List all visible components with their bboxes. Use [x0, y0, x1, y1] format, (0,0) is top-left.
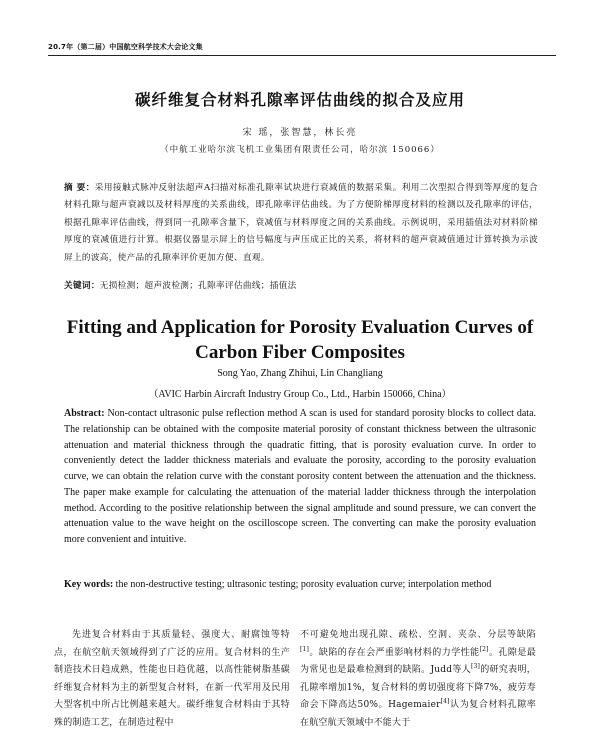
citation-2: [2]	[479, 645, 489, 653]
chinese-abstract-text: 采用接触式脉冲反射法超声A扫描对标准孔隙率试块进行衰减值的数据采集。利用二次型拟合得到等厚度的复合材料孔隙与超声衰减以及材料厚度的关系曲线，即孔隙率评估曲线。为了方便阶梯厚度材料的检测以及孔隙率的评估，根据孔隙率评估曲线，得到同一孔隙率含量下，衰减值与材料厚度之间的关系曲线。示例说明，采用插值法对材料阶梯厚度的衰减值进行计算。根据仪器显示屏上的信号幅度与声压成正比的关系，将材料的超声衰减值通过计算转换为示波屏上的波高，使产品的孔隙率评价更加方便、直观。	[64, 183, 538, 263]
body-right-text-2: 。缺陷的存在会严重影响材料的力学性能	[309, 647, 480, 658]
citation-4: [4]	[440, 698, 450, 705]
chinese-title: 碳纤维复合材料孔隙率评估曲线的拟合及应用	[134, 91, 465, 109]
chinese-authors: 宋 瑶，张智慧，林长亮	[242, 128, 358, 138]
body-right-text-1: 不可避免地出现孔隙、疏松、空洞、夹杂、分层等缺陷	[300, 630, 536, 640]
body-right-text-4: 的研究表明，孔隙率增加1%，复合材料的剪切强度将下降7%，疲劳寿命会下降高达50%。Hagemaier	[300, 665, 536, 710]
english-keywords-label: Key words:	[64, 579, 114, 590]
english-abstract-label: Abstract:	[64, 408, 105, 419]
chinese-abstract-label: 摘 要：	[64, 183, 95, 193]
english-affiliation: （AVIC Harbin Aircraft Industry Group Co., Ltd., Harbin 150066, China）	[148, 389, 452, 400]
running-header: 20.7年（第二届）中国航空科学技术大会论文集	[48, 43, 203, 51]
chinese-abstract	[64, 180, 538, 267]
citation-3: [3]	[470, 663, 481, 670]
header-rule	[48, 55, 556, 56]
english-title: Fitting and Application for Porosity Evaluation Curves of Carbon Fiber Composites	[66, 317, 534, 363]
body-right-text-5: 认为复合材料孔隙率在航空航天领域中不能大于	[300, 700, 536, 728]
citation-1: [1]	[300, 645, 310, 653]
english-keywords-text: the non-destructive testing; ultrasonic testing; porosity evaluation curve; interpolation method	[115, 579, 492, 590]
english-keywords	[64, 579, 536, 590]
english-abstract	[64, 406, 536, 548]
chinese-affiliation: （中航工业哈尔滨飞机工业集团有限责任公司，哈尔滨 150066）	[160, 145, 440, 155]
chinese-keywords-label: 关键词：	[64, 281, 100, 291]
body-right-text-3: 。孔隙是最为常见也是最难检测到的缺陷。Judd等人	[300, 647, 536, 675]
chinese-keywords	[64, 279, 538, 291]
english-abstract-text: Non-contact ultrasonic pulse reflection method A scan is used for standard porosity blocks to collect data. The relationship can be obtained with the composite material porosity of constant thickness between the ultrasonic attenuation and material thickness through the quadratic fitting, that is porosity evaluation curve. In order to conveniently detect the ladder thickness materials and evaluate the porosity, according to the porosity evaluation curve, we can obtain the relation curve with the constant porosity content between the attenuation and the thickness. The paper make example for calculating the attenuation of the material ladder thickness through the interpolation method. According to the positive relationship between the signal amplitude and sound pressure, we can convert the attenuation value to the wave height on the oscilloscope screen. The converting can make the porosity evaluation more convenient and intuitive.	[64, 408, 537, 545]
body-right-column	[300, 627, 536, 732]
chinese-keywords-text: 无损检测；超声波检测；孔隙率评估曲线；插值法	[99, 281, 297, 291]
body-left-column: 先进复合材料由于其质量轻、强度大、耐腐蚀等特点，在航空航天领域得到了广泛的应用。复合材料的生产制造技术日趋成熟，性能也日趋优越，以高性能树脂基碳纤维复合材料为主的新型复合材料，在新一代军用及民用大型客机中所占比例越来越大。碳纤维复合材料由于其特殊的制造工艺，在制造过程中	[54, 630, 290, 728]
english-authors: Song Yao, Zhang Zhihui, Lin Changliang	[217, 368, 383, 379]
